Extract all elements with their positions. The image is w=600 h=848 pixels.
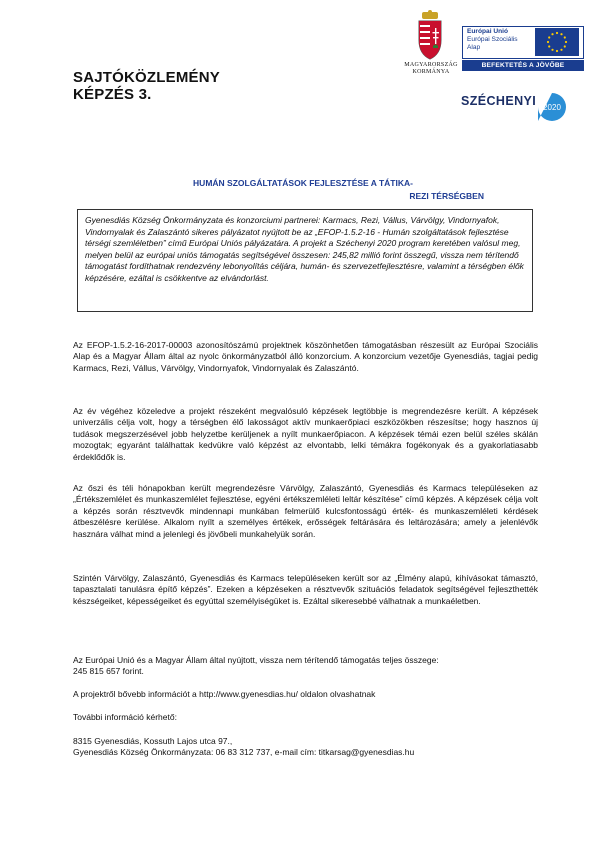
hungarian-coat-of-arms-icon (410, 10, 450, 62)
eu-star-icon (551, 49, 553, 51)
paragraph-funding-total (73, 655, 538, 678)
eu-star-icon (551, 33, 553, 35)
funding-line-1: Az Európai Unió és a Magyar Állam által nyújtott, vissza nem térítendő támogatás teljes összege: (73, 655, 439, 665)
paragraph-trainings-overview: Az év végéhez közeledve a projekt részeként megvalósuló képzések legtöbbje is megrendezésre került. A képzések univerzális célja volt, hogy a térségben élő lakosságot aktív munkaerőpiaci eszközökben részesítse; hogy hasznos új tudások megszerzésével jobb helyzetbe kerüljenek a nyílt munkaerőpiacon. A képzések témái ezen belül széles skálán mozogtak; egyaránt találhattak kedvükre való képzést az elvontabb, lelki témákra fogékonyak és a gyakorlatiasabb érdeklődők is. (73, 406, 538, 462)
document-subtitle (82, 177, 502, 203)
paragraph-project-intro: Az EFOP-1.5.2-16-2017-00003 azonosítószámú projektnek köszönhetően támogatásban részesült az Európai Szociális Alap és a Magyar Állam által az nyolc önkormányzatból álló konzorcium. A konzorcium vezetője Gyenesdiás, tagjai pedig Karmacs, Rezi, Vállus, Várvölgy, Vindornyafok, Vindornyalak és Zalaszántó. (73, 340, 538, 373)
eu-star-icon (556, 50, 558, 52)
subtitle-line-2: REZI TÉRSÉGBEN (409, 191, 484, 201)
eu-star-icon (548, 45, 550, 47)
szechenyi-year: 2020 (543, 103, 561, 112)
title-line-2: KÉPZÉS 3. (73, 86, 152, 103)
subtitle-line-1: HUMÁN SZOLGÁLTATÁSOK FEJLESZTÉSE A TÁTIKA- (193, 178, 413, 188)
eu-logo-text (467, 28, 518, 52)
eu-star-icon (560, 49, 562, 51)
eu-star-icon (564, 36, 566, 38)
paragraph-more-info-link: A projektről bővebb információt a http://www.gyenesdias.hu/ oldalon olvashatnak (73, 689, 376, 699)
paragraph-contact-details (73, 736, 538, 759)
crest-label (398, 62, 464, 76)
eu-star-icon (564, 45, 566, 47)
eu-star-icon (556, 32, 558, 34)
eu-star-icon (547, 41, 549, 43)
eu-star-icon (548, 36, 550, 38)
eu-text-line-3: Alap (467, 44, 481, 51)
summary-box: Gyenesdiás Község Önkormányzata és konzorciumi partnerei: Karmacs, Rezi, Vállus, Várvölgy, Vindornyafok, Vindornyalak és Zalaszántó sikeres pályázatot nyújtott be az „EFOP-1.5.2-16 - Humán szolgáltatások fejlesztése térségi szemléletben” című Európai Uniós pályázatára. A projekt a Széchenyi 2020 program keretében valósul meg, melyen belül az európai uniós támogatás segítségével összesen: 245,82 millió forint összegű, vissza nem térítendő támogatást fordíthatnak rendezvény lebonyolítás céljára, humán- és szervezetfejlesztésre, valamint a térségben élők képzésére, ezáltal is csökkentve az elvándorlást. (77, 209, 533, 312)
eu-text-line-2: Európai Szociális (467, 36, 518, 43)
eu-text-line-1: Európai Unió (467, 28, 509, 35)
page-title (73, 69, 220, 103)
contact-phone-email: Gyenesdiás Község Önkormányzata: 06 83 312 737, e-mail cím: titkarsag@gyenesdias.hu (73, 747, 415, 758)
paragraph-experience-training: Szintén Várvölgy, Zalaszántó, Gyenesdiás és Karmacs településeken került sor az „Élmény alapú, kihívásokat támasztó, tapasztalati tanulásra építő képzés”. Ezeken a képzéseken a résztvevők szituációs feladatok segítségével fejleszthették készségeiket, képességeiket és egyúttal személyiségüket is. Ezáltal sikeresebbé válhatnak a munkaéletben. (73, 573, 538, 606)
crest-label-line-2: KORMÁNYA (412, 69, 450, 75)
eu-star-icon (560, 33, 562, 35)
eu-star-icon (565, 41, 567, 43)
paragraph-contact-heading: További információ kérhető: (73, 712, 177, 722)
szechenyi-logo-text: SZÉCHENYI (461, 94, 537, 108)
szechenyi-2020-pin-icon (537, 92, 567, 122)
title-line-1: SAJTÓKÖZLEMÉNY (73, 69, 220, 86)
crest-label-line-1: MAGYARORSZÁG (404, 62, 458, 68)
eu-banner: BEFEKTETÉS A JÖVŐBE (462, 60, 584, 71)
funding-line-2: 245 815 657 forint. (73, 666, 144, 677)
contact-address: 8315 Gyenesdiás, Kossuth Lajos utca 97., (73, 736, 233, 746)
paragraph-value-training: Az őszi és téli hónapokban került megrendezésre Várvölgy, Zalaszántó, Gyenesdiás és Karmacs településeken az „Értékszemlélet és munkaszemlélet fejlesztése, egyéni értékszemléleti leltár készítése” című képzés. A képzések célja volt a képzés során résztvevők mindennapi munkában felmerülő kulcsfontosságú érték- és munkaszemléleti kérdések átbeszélésre kerülése. Alkalom nyílt a személyes értékek, erősségek feltárására és leltározására; amely a jelenlévők hasznára válhat mind a jelenlegi és jövőbeli munkahelyük során. (73, 483, 538, 539)
eu-flag-icon (535, 28, 579, 56)
